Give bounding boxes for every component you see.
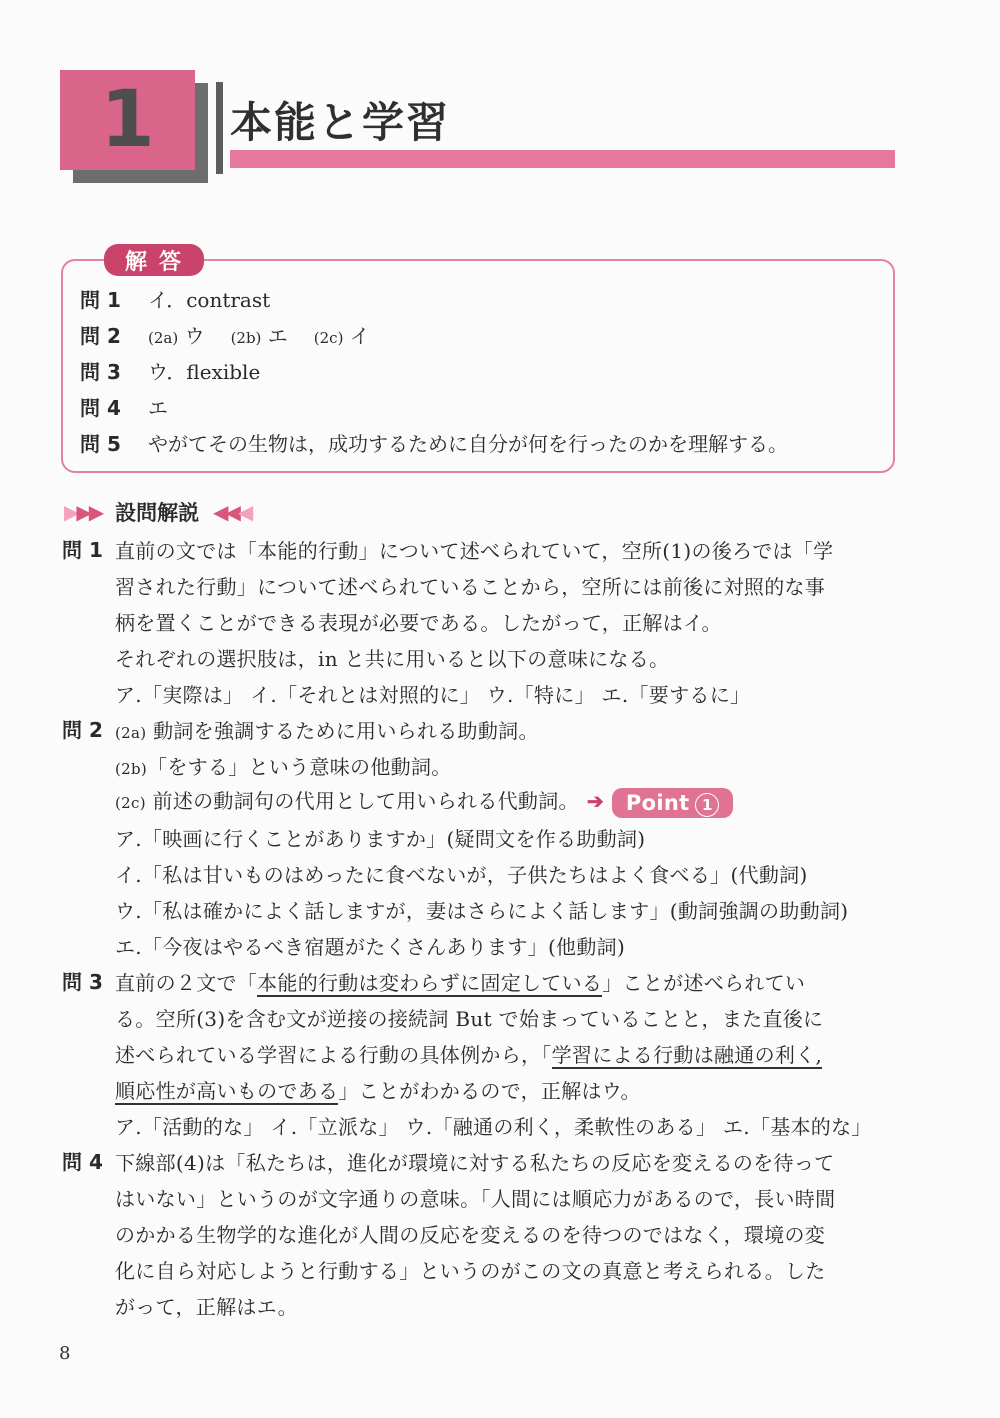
- question-label: 問 4: [62, 1150, 103, 1174]
- answer-row-2: [80, 320, 370, 349]
- point-arrow-icon: ➔: [586, 789, 604, 813]
- q2-a-text: 動詞を強調するために用いられる助動詞。: [153, 719, 539, 743]
- right-arrows-icon: ▶▶▶: [64, 500, 102, 524]
- q3-line-4: [115, 1075, 641, 1104]
- q3-underlined-text: 学習による行動は融通の利く,: [551, 1043, 823, 1067]
- point-badge[interactable]: [612, 788, 734, 818]
- q2-b-line: [115, 751, 452, 780]
- q4-line: はいない」というのが文字通りの意味。「人間には順応力があるので，長い時間: [115, 1187, 836, 1211]
- answer-label: 問 4: [80, 396, 121, 420]
- chapter-title: 本能と学習: [230, 98, 451, 147]
- q2-a-line: [115, 715, 539, 744]
- q3-line-1: [115, 967, 805, 996]
- q2-sub-label: (2c): [115, 794, 146, 812]
- chapter-number: 1: [100, 75, 155, 165]
- answer-sub-value: ウ: [184, 324, 205, 348]
- answer-row-1: [80, 284, 270, 313]
- answer-row-5: [80, 428, 788, 457]
- q3-line-3: [115, 1039, 822, 1068]
- q4-line: がって，正解はエ。: [115, 1295, 298, 1319]
- q4-line: のかかる生物学的な進化が人間の反応を変えるのを待つのではなく，環境の変: [115, 1223, 826, 1247]
- explanation-heading-text: 設問解説: [115, 501, 200, 525]
- point-number: 1: [695, 793, 719, 817]
- answer-sub-value: エ: [267, 324, 288, 348]
- answer-sub-label: (2a): [148, 329, 179, 347]
- q1-line: 直前の文では「本能的行動」について述べられていて，空所(1)の後ろでは「学: [115, 539, 834, 563]
- answer-text: イ．contrast: [148, 288, 271, 312]
- answer-sub-label: (2b): [230, 329, 262, 347]
- q1-line: 柄を置くことができる表現が必要である。したがって，正解はイ。: [115, 611, 722, 635]
- question-label: 問 1: [62, 538, 103, 562]
- q2-line: ウ.「私は確かによく話しますが，妻はさらによく話します」(動詞強調の助動詞): [115, 899, 849, 923]
- q1-line: 習された行動」について述べられていることから，空所には前後に対照的な事: [115, 575, 826, 599]
- q2-sub-label: (2a): [115, 724, 147, 742]
- q2-b-text: 「をする」という意味の他動詞。: [147, 755, 452, 779]
- q3-text: 述べられている学習による行動の具体例から，「: [115, 1043, 552, 1067]
- q4-line: 化に自ら対応しようと行動する」というのがこの文の真意と考えられる。した: [115, 1259, 826, 1283]
- q1-line: それぞれの選択肢は，in と共に用いると以下の意味になる。: [115, 647, 670, 671]
- q2-sub-label: (2b): [115, 760, 148, 778]
- q3-line-2: る。空所(3)を含む文が逆接の接続詞 But で始まっていることと，また直後に: [115, 1007, 824, 1031]
- question-label: 問 3: [62, 970, 103, 994]
- point-label: Point: [625, 790, 690, 815]
- explanation-heading: [64, 497, 250, 527]
- q3-text: 」ことがわかるので，正解はウ。: [338, 1079, 641, 1103]
- q2-c-line: [115, 785, 733, 818]
- q3-text: 」ことが述べられてい: [602, 971, 806, 995]
- answer-sub-label: (2c): [313, 329, 344, 347]
- answer-row-4: [80, 392, 168, 421]
- question-label: 問 2: [62, 718, 103, 742]
- q2-line: ア.「映画に行くことがありますか」(疑問文を作る助動詞): [115, 827, 646, 851]
- answer-text: ウ．flexible: [148, 360, 261, 384]
- answer-text: エ: [148, 396, 168, 420]
- q3-underlined-text: 本能的行動は変わらずに固定している: [257, 971, 603, 995]
- q3-text: 直前の２文で「: [115, 971, 258, 995]
- answer-tag: 解答: [104, 244, 204, 276]
- answer-sub-value: イ: [349, 324, 370, 348]
- answer-text: やがてその生物は，成功するために自分が何を行ったのかを理解する。: [148, 432, 788, 456]
- q3-underlined-text: 順応性が高いものである: [115, 1079, 339, 1103]
- left-arrows-icon: ◀◀◀: [213, 500, 251, 524]
- page-number: 8: [59, 1343, 71, 1364]
- q1-line: ア.「実際は」 イ.「それとは対照的に」 ウ.「特に」 エ.「要するに」: [115, 683, 751, 707]
- q3-line-5: ア.「活動的な」 イ.「立派な」 ウ.「融通の利く，柔軟性のある」 エ.「基本的な」: [115, 1115, 872, 1139]
- q2-c-text: 前述の動詞句の代用として用いられる代動詞。: [152, 789, 579, 813]
- answer-label: 問 3: [80, 360, 121, 384]
- answer-row-3: [80, 356, 260, 385]
- q4-line: 下線部(4)は「私たちは，進化が環境に対する私たちの反応を変えるのを待って: [115, 1151, 835, 1175]
- q2-line: エ.「今夜はやるべき宿題がたくさんあります」(他動詞): [115, 935, 626, 959]
- title-underline-bar: [230, 150, 895, 168]
- q2-line: イ.「私は甘いものはめったに食べないが，子供たちはよく食べる」(代動詞): [115, 863, 808, 887]
- answer-label: 問 5: [80, 432, 121, 456]
- title-divider: [216, 82, 223, 174]
- answer-label: 問 1: [80, 288, 121, 312]
- answer-label: 問 2: [80, 324, 121, 348]
